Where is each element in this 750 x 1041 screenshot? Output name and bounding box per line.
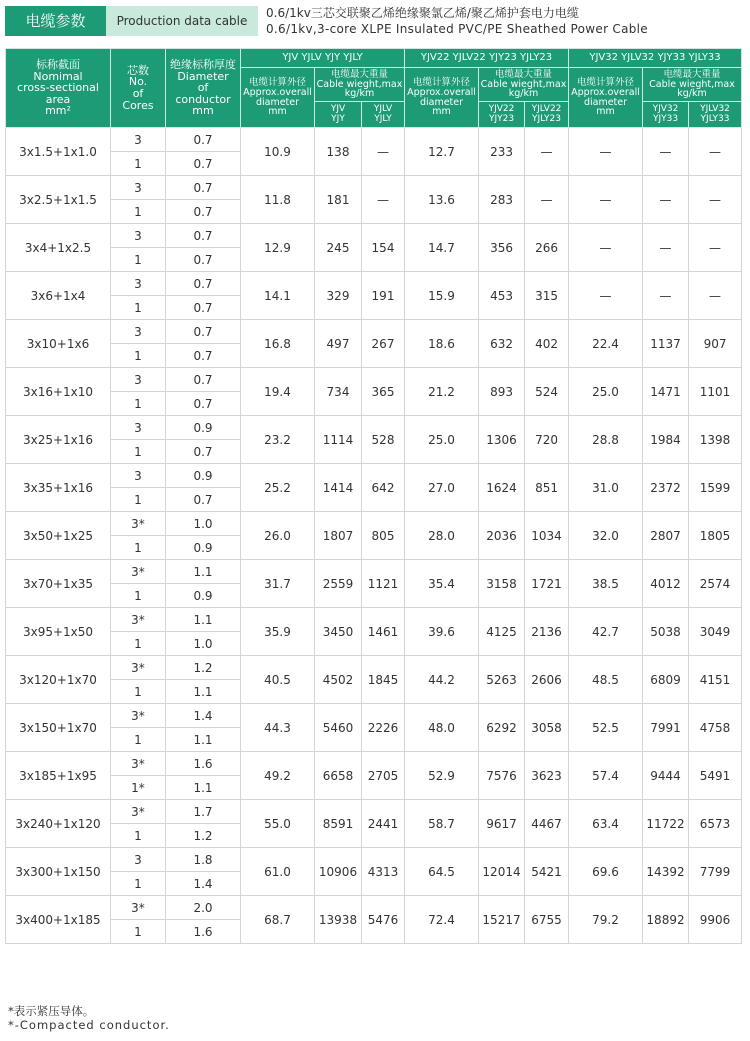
thickness-cell: 0.7 — [166, 224, 241, 248]
thickness-cell: 0.7 — [166, 488, 241, 512]
value-cell-w1b: 2705 — [362, 752, 405, 800]
value-cell-w2a: 6292 — [479, 704, 525, 752]
value-cell-w3b: 1805 — [689, 512, 742, 560]
value-cell-w3b: 9906 — [689, 896, 742, 944]
thickness-cell: 0.7 — [166, 128, 241, 152]
value-cell-d2: 12.7 — [405, 128, 479, 176]
value-cell-w2b: 6755 — [525, 896, 569, 944]
thickness-cell: 0.9 — [166, 536, 241, 560]
value-cell-w3b: — — [689, 272, 742, 320]
value-cell-w3b: 1599 — [689, 464, 742, 512]
value-cell-w1b: 2226 — [362, 704, 405, 752]
thickness-cell: 0.9 — [166, 464, 241, 488]
value-cell-d2: 14.7 — [405, 224, 479, 272]
value-cell-w3a: — — [643, 272, 689, 320]
section-cell: 3x70+1x35 — [6, 560, 111, 608]
cores-cell: 1 — [111, 872, 166, 896]
value-cell-d2: 64.5 — [405, 848, 479, 896]
value-cell-w1b: 1461 — [362, 608, 405, 656]
value-cell-w1a: 1114 — [315, 416, 362, 464]
value-cell-d1: 35.9 — [241, 608, 315, 656]
diam-header-g3: 电缆计算外径 Approx.overall diameter mm — [569, 68, 643, 128]
thickness-cell: 1.6 — [166, 920, 241, 944]
section-cell: 3x300+1x150 — [6, 848, 111, 896]
table-row — [6, 848, 742, 872]
cores-cell: 1 — [111, 488, 166, 512]
cores-cell: 1* — [111, 776, 166, 800]
value-cell-d1: 23.2 — [241, 416, 315, 464]
value-cell-d2: 39.6 — [405, 608, 479, 656]
value-cell-w3a: 1984 — [643, 416, 689, 464]
value-cell-d2: 48.0 — [405, 704, 479, 752]
cores-cell: 3* — [111, 656, 166, 680]
value-cell-w1a: 5460 — [315, 704, 362, 752]
value-cell-w3b: 7799 — [689, 848, 742, 896]
value-cell-w3b: 5491 — [689, 752, 742, 800]
value-cell-w3a: 14392 — [643, 848, 689, 896]
value-cell-w2a: 283 — [479, 176, 525, 224]
diam-header-g2: 电缆计算外径 Approx.overall diameter mm — [405, 68, 479, 128]
diam-header-g1: 电缆计算外径 Approx.overall diameter mm — [241, 68, 315, 128]
thickness-cell: 0.7 — [166, 440, 241, 464]
value-cell-w2a: 233 — [479, 128, 525, 176]
value-cell-w2a: 1306 — [479, 416, 525, 464]
thickness-cell: 1.7 — [166, 800, 241, 824]
section-cell: 3x2.5+1x1.5 — [6, 176, 111, 224]
cores-cell: 3 — [111, 464, 166, 488]
value-cell-w1b: 365 — [362, 368, 405, 416]
thickness-cell: 0.7 — [166, 248, 241, 272]
section-cell: 3x1.5+1x1.0 — [6, 128, 111, 176]
value-cell-d3: 57.4 — [569, 752, 643, 800]
cores-cell: 1 — [111, 584, 166, 608]
value-cell-d3: 52.5 — [569, 704, 643, 752]
table-row — [6, 512, 742, 536]
spec-table-body — [6, 128, 742, 944]
weight-header-g1: 电缆最大重量 Cable wieght,max kg/km — [315, 68, 405, 102]
value-cell-w2b: — — [525, 128, 569, 176]
value-cell-w1b: 4313 — [362, 848, 405, 896]
thickness-cell: 1.4 — [166, 704, 241, 728]
thickness-cell: 1.1 — [166, 680, 241, 704]
value-cell-d3: 69.6 — [569, 848, 643, 896]
section-cell: 3x16+1x10 — [6, 368, 111, 416]
cores-cell: 1 — [111, 248, 166, 272]
value-cell-w1a: 8591 — [315, 800, 362, 848]
thickness-cell: 2.0 — [166, 896, 241, 920]
thickness-cell: 0.9 — [166, 416, 241, 440]
thickness-cell: 1.2 — [166, 824, 241, 848]
value-cell-w2a: 453 — [479, 272, 525, 320]
group-header-yjv32: YJV32 YJLV32 YJY33 YJLY33 — [569, 49, 742, 68]
value-cell-w2b: 1034 — [525, 512, 569, 560]
value-cell-w2b: 1721 — [525, 560, 569, 608]
cores-cell: 1 — [111, 440, 166, 464]
value-cell-d2: 25.0 — [405, 416, 479, 464]
value-cell-w1a: 181 — [315, 176, 362, 224]
value-cell-w1b: 191 — [362, 272, 405, 320]
value-cell-d3: 79.2 — [569, 896, 643, 944]
subheader-g3-b: YJLV32 YJLY33 — [689, 102, 742, 128]
table-row — [6, 896, 742, 920]
value-cell-w1a: 10906 — [315, 848, 362, 896]
value-cell-w2b: 5421 — [525, 848, 569, 896]
value-cell-w3a: 7991 — [643, 704, 689, 752]
value-cell-d2: 18.6 — [405, 320, 479, 368]
value-cell-d3: 48.5 — [569, 656, 643, 704]
weight-header-g3: 电缆最大重量 Cable wieght,max kg/km — [643, 68, 742, 102]
value-cell-w3a: 2807 — [643, 512, 689, 560]
value-cell-w1b: 5476 — [362, 896, 405, 944]
thickness-cell: 1.8 — [166, 848, 241, 872]
value-cell-d1: 19.4 — [241, 368, 315, 416]
value-cell-d1: 31.7 — [241, 560, 315, 608]
value-cell-w3a: 18892 — [643, 896, 689, 944]
table-row — [6, 416, 742, 440]
value-cell-w1a: 497 — [315, 320, 362, 368]
subheader-g2-a: YJV22 YJY23 — [479, 102, 525, 128]
value-cell-d3: 42.7 — [569, 608, 643, 656]
section-cell: 3x50+1x25 — [6, 512, 111, 560]
value-cell-w1a: 2559 — [315, 560, 362, 608]
value-cell-d1: 55.0 — [241, 800, 315, 848]
value-cell-d1: 61.0 — [241, 848, 315, 896]
section-cell: 3x25+1x16 — [6, 416, 111, 464]
cores-cell: 3 — [111, 416, 166, 440]
thickness-cell: 0.7 — [166, 320, 241, 344]
value-cell-d3: — — [569, 128, 643, 176]
cores-cell: 3 — [111, 224, 166, 248]
thickness-cell: 0.7 — [166, 152, 241, 176]
thickness-cell: 1.1 — [166, 776, 241, 800]
value-cell-w1b: 805 — [362, 512, 405, 560]
value-cell-d1: 44.3 — [241, 704, 315, 752]
table-row — [6, 320, 742, 344]
value-cell-d3: 22.4 — [569, 320, 643, 368]
value-cell-w1a: 245 — [315, 224, 362, 272]
value-cell-w3a: 11722 — [643, 800, 689, 848]
value-cell-w3a: 5038 — [643, 608, 689, 656]
value-cell-d2: 44.2 — [405, 656, 479, 704]
page-title-en: 0.6/1kv,3-core XLPE Insulated PVC/PE Sheathed Power Cable — [266, 22, 648, 36]
value-cell-d2: 35.4 — [405, 560, 479, 608]
section-tag-subtitle: Production data cable — [106, 6, 258, 36]
value-cell-w1a: 734 — [315, 368, 362, 416]
weight-header-g2: 电缆最大重量 Cable wieght,max kg/km — [479, 68, 569, 102]
thickness-cell: 0.7 — [166, 392, 241, 416]
cores-cell: 1 — [111, 200, 166, 224]
value-cell-w1a: 138 — [315, 128, 362, 176]
cores-cell: 3* — [111, 752, 166, 776]
value-cell-w3a: 4012 — [643, 560, 689, 608]
value-cell-w3b: 907 — [689, 320, 742, 368]
value-cell-w1a: 6658 — [315, 752, 362, 800]
col-header-section: 标称截面 Nomimal cross-sectional area mm² — [6, 49, 111, 128]
value-cell-w1b: — — [362, 128, 405, 176]
value-cell-w2b: 4467 — [525, 800, 569, 848]
cores-cell: 3 — [111, 368, 166, 392]
value-cell-w2b: 315 — [525, 272, 569, 320]
value-cell-w3a: 1471 — [643, 368, 689, 416]
thickness-cell: 1.2 — [166, 656, 241, 680]
value-cell-w2a: 3158 — [479, 560, 525, 608]
table-row — [6, 176, 742, 200]
value-cell-w3b: — — [689, 128, 742, 176]
thickness-cell: 0.7 — [166, 272, 241, 296]
thickness-cell: 0.7 — [166, 344, 241, 368]
value-cell-w1b: 642 — [362, 464, 405, 512]
value-cell-w3a: 6809 — [643, 656, 689, 704]
value-cell-d3: 25.0 — [569, 368, 643, 416]
thickness-cell: 1.6 — [166, 752, 241, 776]
cores-cell: 1 — [111, 152, 166, 176]
value-cell-d1: 16.8 — [241, 320, 315, 368]
value-cell-w2b: 851 — [525, 464, 569, 512]
value-cell-d3: — — [569, 272, 643, 320]
value-cell-d3: 31.0 — [569, 464, 643, 512]
value-cell-d1: 14.1 — [241, 272, 315, 320]
value-cell-w3b: 1398 — [689, 416, 742, 464]
section-cell: 3x240+1x120 — [6, 800, 111, 848]
value-cell-w2b: 2136 — [525, 608, 569, 656]
subheader-g2-b: YJLV22 YJLY23 — [525, 102, 569, 128]
table-row — [6, 560, 742, 584]
cores-cell: 1 — [111, 344, 166, 368]
value-cell-w2a: 15217 — [479, 896, 525, 944]
value-cell-w1a: 1807 — [315, 512, 362, 560]
thickness-cell: 0.7 — [166, 368, 241, 392]
cores-cell: 3* — [111, 800, 166, 824]
value-cell-d1: 40.5 — [241, 656, 315, 704]
value-cell-w2a: 356 — [479, 224, 525, 272]
section-cell: 3x4+1x2.5 — [6, 224, 111, 272]
section-cell: 3x95+1x50 — [6, 608, 111, 656]
value-cell-d2: 28.0 — [405, 512, 479, 560]
value-cell-d1: 26.0 — [241, 512, 315, 560]
value-cell-d3: 32.0 — [569, 512, 643, 560]
group-header-yjv: YJV YJLV YJY YJLY — [241, 49, 405, 68]
value-cell-w2b: 3623 — [525, 752, 569, 800]
col-header-thickness: 绝缘标称厚度 Diameter of conductor mm — [166, 49, 241, 128]
thickness-cell: 0.7 — [166, 176, 241, 200]
cores-cell: 3* — [111, 560, 166, 584]
value-cell-w2a: 9617 — [479, 800, 525, 848]
table-row — [6, 464, 742, 488]
value-cell-w2b: 524 — [525, 368, 569, 416]
thickness-cell: 1.0 — [166, 512, 241, 536]
cores-cell: 1 — [111, 536, 166, 560]
value-cell-w2b: 720 — [525, 416, 569, 464]
section-cell: 3x35+1x16 — [6, 464, 111, 512]
cores-cell: 1 — [111, 392, 166, 416]
value-cell-w2a: 5263 — [479, 656, 525, 704]
group-header-yjv22: YJV22 YJLV22 YJY23 YJLY23 — [405, 49, 569, 68]
page-header — [0, 0, 750, 40]
section-cell: 3x6+1x4 — [6, 272, 111, 320]
value-cell-d1: 68.7 — [241, 896, 315, 944]
cores-cell: 1 — [111, 296, 166, 320]
value-cell-w2a: 1624 — [479, 464, 525, 512]
thickness-cell: 0.7 — [166, 296, 241, 320]
thickness-cell: 1.1 — [166, 608, 241, 632]
value-cell-w2a: 632 — [479, 320, 525, 368]
section-cell: 3x400+1x185 — [6, 896, 111, 944]
table-row — [6, 608, 742, 632]
value-cell-w3b: 1101 — [689, 368, 742, 416]
cores-cell: 3 — [111, 128, 166, 152]
value-cell-w2a: 12014 — [479, 848, 525, 896]
section-tag: 电缆参数 — [5, 6, 106, 36]
value-cell-w2a: 4125 — [479, 608, 525, 656]
value-cell-w3a: — — [643, 176, 689, 224]
table-row — [6, 224, 742, 248]
value-cell-w1b: 528 — [362, 416, 405, 464]
value-cell-d2: 21.2 — [405, 368, 479, 416]
value-cell-w1b: 1845 — [362, 656, 405, 704]
value-cell-w3b: 4151 — [689, 656, 742, 704]
value-cell-w2b: 2606 — [525, 656, 569, 704]
cores-cell: 1 — [111, 824, 166, 848]
value-cell-d2: 72.4 — [405, 896, 479, 944]
thickness-cell: 1.1 — [166, 560, 241, 584]
value-cell-w2a: 893 — [479, 368, 525, 416]
value-cell-d2: 52.9 — [405, 752, 479, 800]
value-cell-w1a: 13938 — [315, 896, 362, 944]
cores-cell: 1 — [111, 680, 166, 704]
value-cell-w3b: — — [689, 176, 742, 224]
value-cell-w2a: 2036 — [479, 512, 525, 560]
section-cell: 3x150+1x70 — [6, 704, 111, 752]
value-cell-d1: 11.8 — [241, 176, 315, 224]
value-cell-w3b: — — [689, 224, 742, 272]
table-row — [6, 128, 742, 152]
value-cell-w1a: 3450 — [315, 608, 362, 656]
value-cell-w1b: 154 — [362, 224, 405, 272]
value-cell-d1: 49.2 — [241, 752, 315, 800]
value-cell-w1b: — — [362, 176, 405, 224]
value-cell-d2: 27.0 — [405, 464, 479, 512]
value-cell-w3a: 2372 — [643, 464, 689, 512]
col-header-cores: 芯数 No. of Cores — [111, 49, 166, 128]
value-cell-d2: 58.7 — [405, 800, 479, 848]
cores-cell: 3 — [111, 848, 166, 872]
value-cell-d1: 10.9 — [241, 128, 315, 176]
cores-cell: 3 — [111, 176, 166, 200]
value-cell-w2b: 266 — [525, 224, 569, 272]
thickness-cell: 1.1 — [166, 728, 241, 752]
table-row — [6, 800, 742, 824]
cores-cell: 3* — [111, 896, 166, 920]
value-cell-w3b: 6573 — [689, 800, 742, 848]
page-title-cn: 0.6/1kv三芯交联聚乙烯绝缘聚氯乙烯/聚乙烯护套电力电缆 — [266, 6, 579, 20]
value-cell-w1a: 329 — [315, 272, 362, 320]
value-cell-d2: 15.9 — [405, 272, 479, 320]
table-row — [6, 656, 742, 680]
thickness-cell: 0.7 — [166, 200, 241, 224]
footnote-en: *-Compacted conductor. — [8, 1018, 170, 1032]
cores-cell: 1 — [111, 728, 166, 752]
value-cell-d1: 12.9 — [241, 224, 315, 272]
section-cell: 3x185+1x95 — [6, 752, 111, 800]
value-cell-w2a: 7576 — [479, 752, 525, 800]
table-row — [6, 368, 742, 392]
table-row — [6, 704, 742, 728]
cores-cell: 1 — [111, 632, 166, 656]
cores-cell: 1 — [111, 920, 166, 944]
value-cell-w2b: 402 — [525, 320, 569, 368]
value-cell-w1a: 1414 — [315, 464, 362, 512]
footnote-cn: *表示紧压导体。 — [8, 1004, 95, 1018]
cores-cell: 3* — [111, 608, 166, 632]
value-cell-d3: 38.5 — [569, 560, 643, 608]
table-row — [6, 272, 742, 296]
value-cell-w3a: 9444 — [643, 752, 689, 800]
cable-spec-table — [5, 48, 742, 944]
subheader-g1-b: YJLV YJLY — [362, 102, 405, 128]
cores-cell: 3 — [111, 272, 166, 296]
cores-cell: 3* — [111, 512, 166, 536]
value-cell-d2: 13.6 — [405, 176, 479, 224]
thickness-cell: 1.0 — [166, 632, 241, 656]
thickness-cell: 1.4 — [166, 872, 241, 896]
thickness-cell: 0.9 — [166, 584, 241, 608]
value-cell-d3: — — [569, 224, 643, 272]
value-cell-d1: 25.2 — [241, 464, 315, 512]
value-cell-w1b: 1121 — [362, 560, 405, 608]
subheader-g3-a: YJV32 YJY33 — [643, 102, 689, 128]
value-cell-d3: 63.4 — [569, 800, 643, 848]
value-cell-w3a: 1137 — [643, 320, 689, 368]
value-cell-w3b: 3049 — [689, 608, 742, 656]
value-cell-d3: — — [569, 176, 643, 224]
value-cell-w1a: 4502 — [315, 656, 362, 704]
cores-cell: 3* — [111, 704, 166, 728]
value-cell-w1b: 2441 — [362, 800, 405, 848]
value-cell-w3a: — — [643, 128, 689, 176]
subheader-g1-a: YJV YJY — [315, 102, 362, 128]
value-cell-w2b: — — [525, 176, 569, 224]
value-cell-w1b: 267 — [362, 320, 405, 368]
value-cell-w3b: 2574 — [689, 560, 742, 608]
section-cell: 3x10+1x6 — [6, 320, 111, 368]
cores-cell: 3 — [111, 320, 166, 344]
value-cell-d3: 28.8 — [569, 416, 643, 464]
value-cell-w2b: 3058 — [525, 704, 569, 752]
value-cell-w3b: 4758 — [689, 704, 742, 752]
table-row — [6, 752, 742, 776]
section-cell: 3x120+1x70 — [6, 656, 111, 704]
value-cell-w3a: — — [643, 224, 689, 272]
